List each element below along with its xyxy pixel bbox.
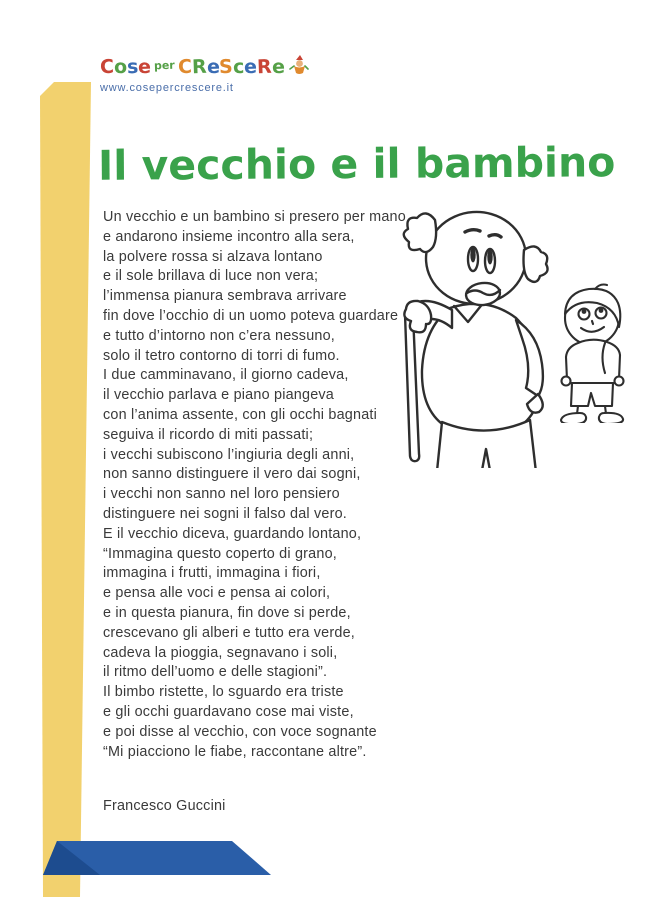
poem (103, 208, 423, 762)
poem-line: solo il tetro contorno di torri di fumo. (103, 347, 340, 364)
logo-letter: e (206, 55, 220, 79)
author-name: Francesco Guccini (103, 798, 226, 814)
poem-line: Il bimbo ristette, lo sguardo era triste (103, 684, 344, 701)
poem-line: e il sole brillava di luce non vera; (103, 268, 319, 285)
yellow-band-shape (40, 82, 91, 897)
poem-line: non sanno distinguere il vero dai sogni, (103, 466, 361, 483)
page-title: Il vecchio e il bambino (97, 138, 616, 190)
poem-line: e andarono insieme incontro alla sera, (103, 228, 355, 245)
poem-line: con l’anima assente, con gli occhi bagnati (103, 406, 377, 423)
poem-line: cadeva la pioggia, segnavano i soli, (103, 644, 338, 661)
poem-line: crescevano gli alberi e tutto era verde, (103, 624, 355, 641)
old-man-illustration (388, 198, 558, 468)
poem-line: “Mi piacciono le fiabe, raccontane altre”. (103, 743, 367, 760)
logo-letter: e (244, 55, 258, 79)
poem-line: e tutto d’intorno non c’era nessuno, (103, 327, 336, 344)
logo-brand (100, 54, 309, 78)
poem-line: distinguere nei sogni il falso dal vero. (103, 505, 347, 522)
logo-letter: C (177, 55, 193, 79)
poem-line: I due camminavano, il giorno cadeva, (103, 367, 349, 384)
poem-line: seguiva il ricordo di miti passati; (103, 426, 314, 443)
poem-line: e gli occhi guardavano cose mai viste, (103, 703, 354, 720)
logo-letter: e (137, 55, 152, 79)
logo-letter: o (113, 55, 128, 79)
logo-letter: S (219, 55, 234, 79)
logo-letter: C (99, 55, 115, 79)
poem-line: e poi disse al vecchio, con voce sognante (103, 723, 377, 740)
poem-line: Un vecchio e un bambino si presero per mano (103, 209, 406, 225)
poem-line: E il vecchio diceva, guardando lontano, (103, 525, 362, 542)
boy-illustration (545, 281, 645, 423)
poem-line: il vecchio parlava e piano piangeva (103, 387, 335, 404)
poem-line: i vecchi non sanno nel loro pensiero (103, 486, 340, 503)
poem-line: e in questa pianura, fin dove si perde, (103, 604, 351, 621)
poem-line: “Immagina questo coperto di grano, (103, 545, 337, 562)
poem-line: il ritmo dell’uomo e delle stagioni”. (103, 664, 328, 681)
logo-letter: R (191, 55, 207, 79)
site-logo (100, 54, 309, 94)
logo-letter: per (153, 58, 176, 73)
poem-line: e pensa alle voci e pensa ai colori, (103, 585, 331, 602)
poem-line: l’immensa pianura sembrava arrivare (103, 288, 347, 305)
logo-letter: e (271, 55, 286, 79)
logo-letter: R (256, 55, 273, 79)
cane-shape (405, 314, 419, 461)
poem-line: immagina i frutti, immagina i fiori, (103, 565, 321, 582)
poem-line: fin dove l’occhio di un uomo poteva guardare (103, 307, 399, 324)
hair-tuft-left (404, 213, 436, 252)
hair-tuft-right (524, 246, 548, 281)
site-url: www.cosepercrescere.it (100, 82, 234, 94)
logo-letter: c (232, 55, 245, 79)
logo-letter: s (126, 55, 139, 79)
poem-line: la polvere rossa si alzava lontano (103, 248, 323, 265)
poem-line: i vecchi subiscono l’ingiuria degli anni, (103, 446, 355, 463)
logo-mascot-icon (287, 54, 309, 76)
